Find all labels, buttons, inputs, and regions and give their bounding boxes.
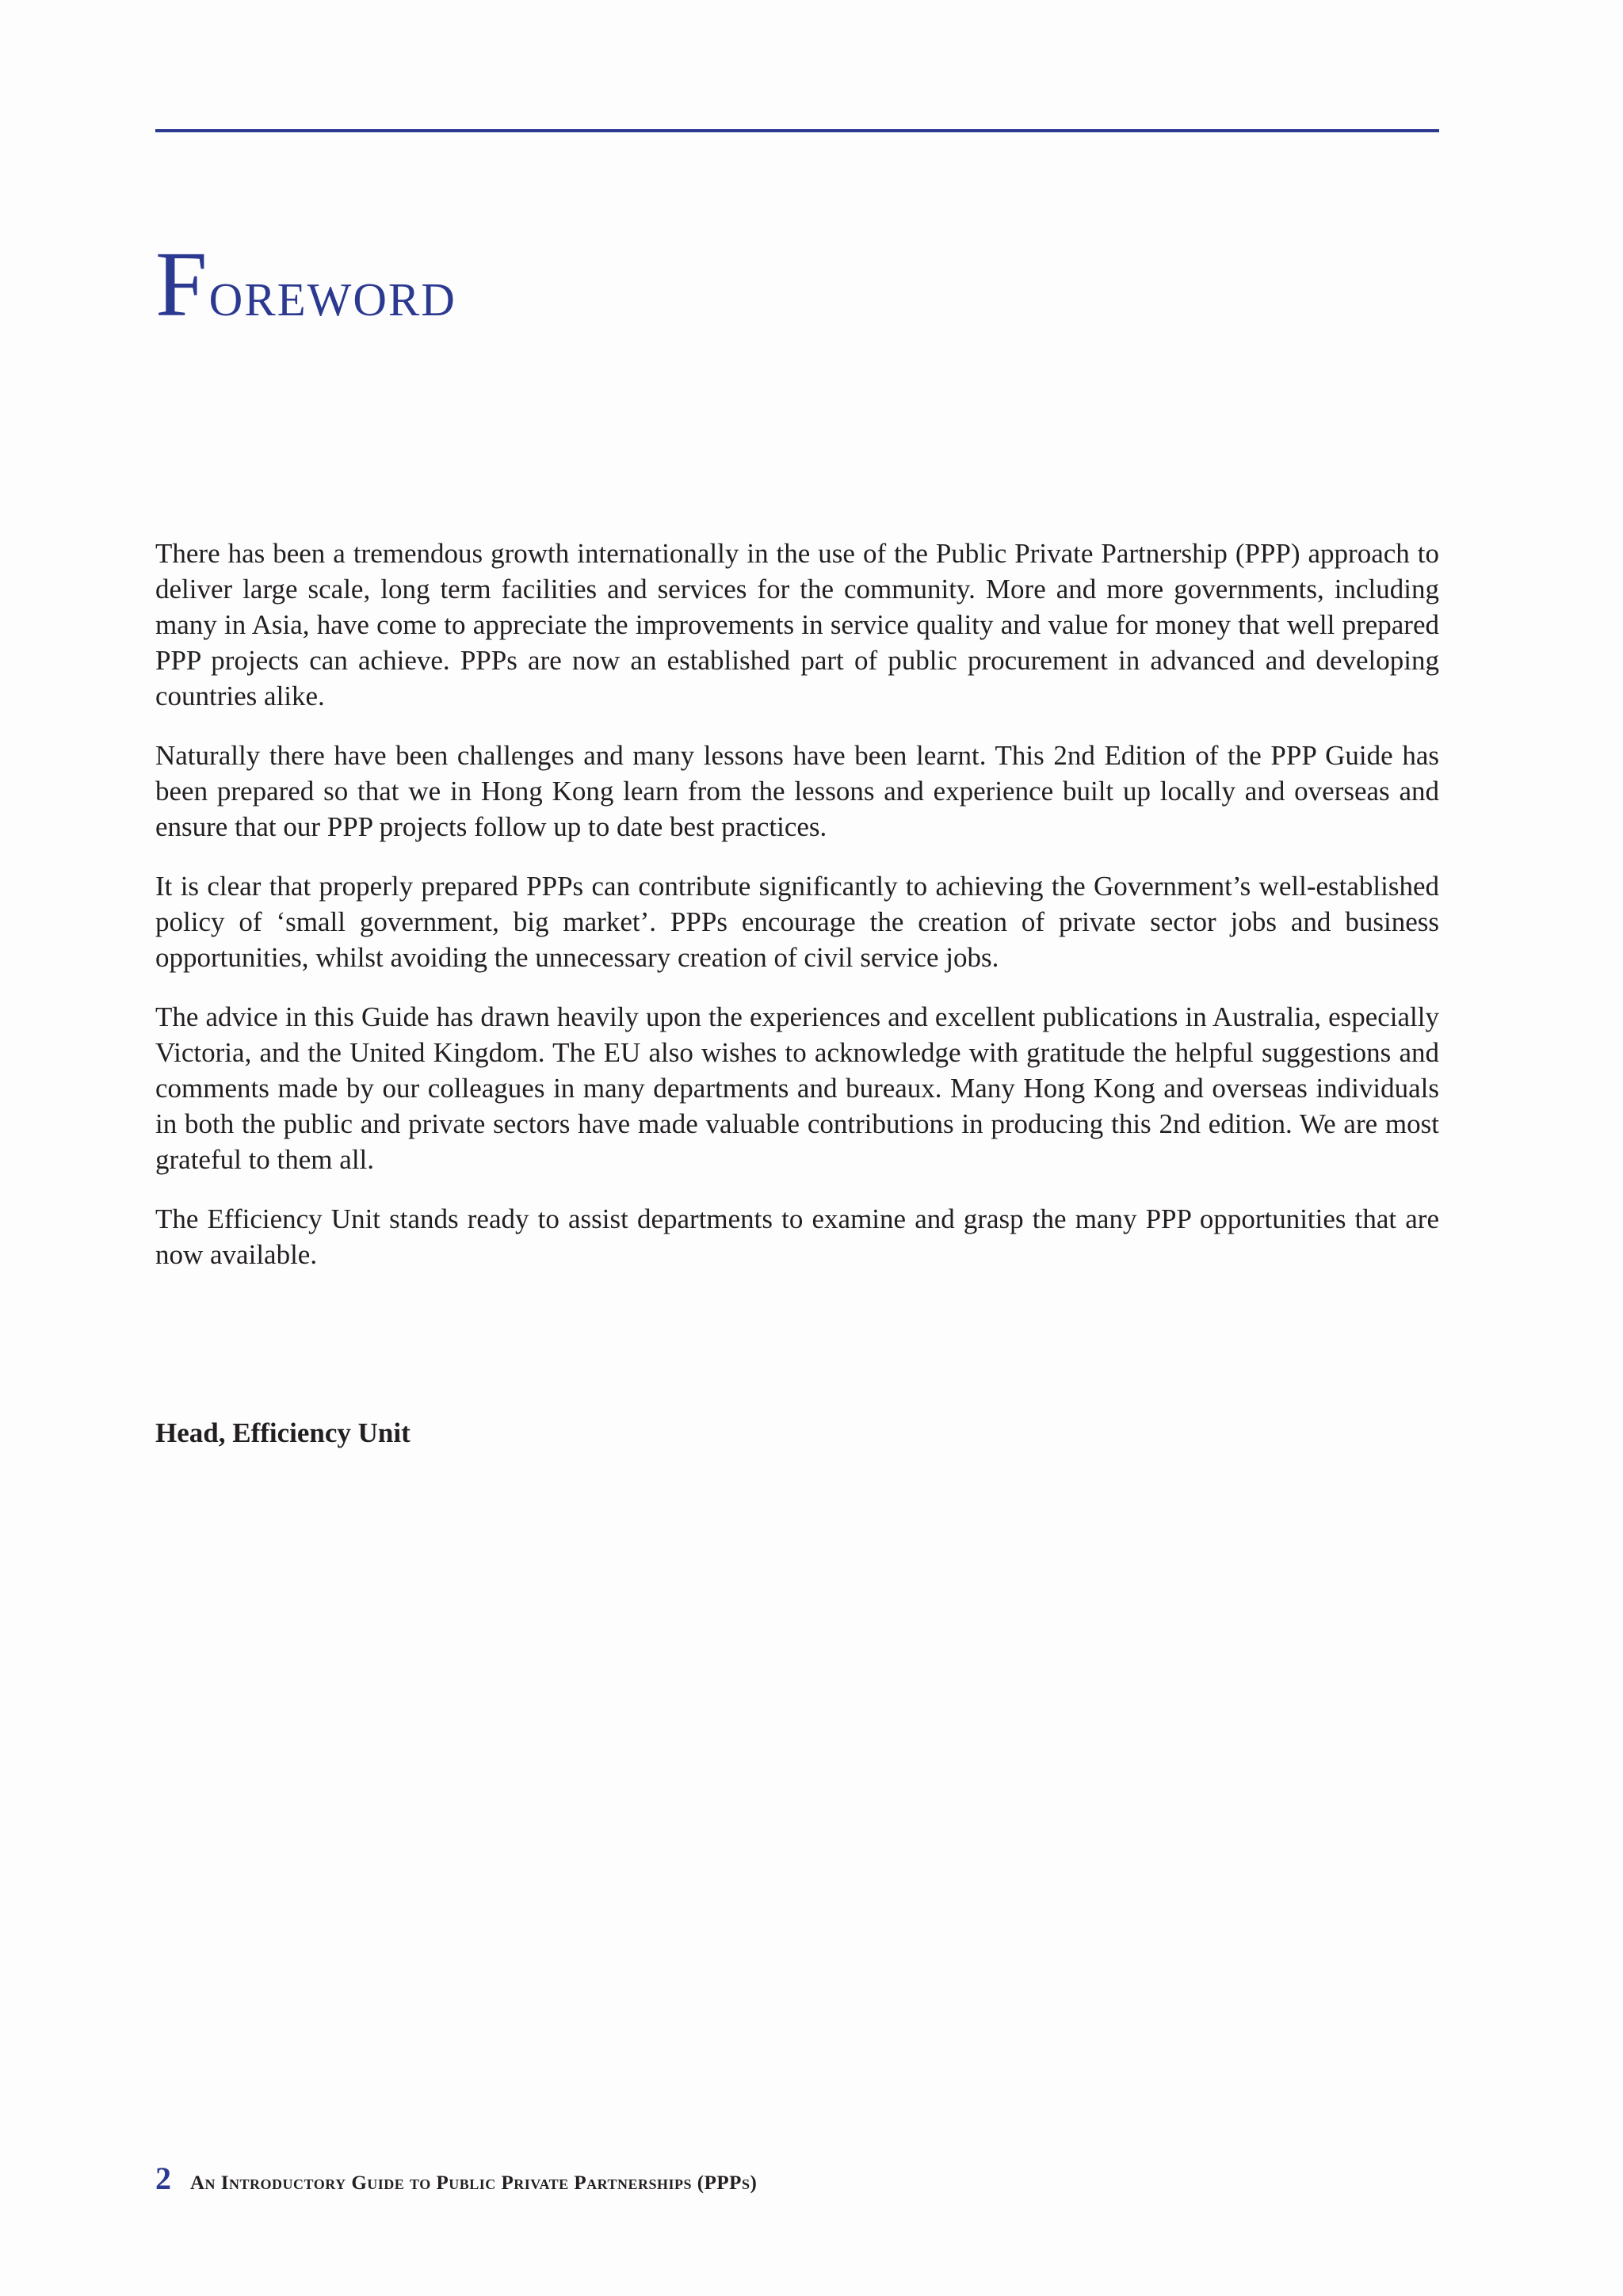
- paragraph: It is clear that properly prepared PPPs can contribute significantly to achieving the Government’s well-established policy of ‘small government, big market’. PPPs encourage the creation of private sector jobs and business opportunities, whilst avoiding the unnecessary creation of civil service jobs.: [155, 871, 1439, 973]
- page-title-rest: oreword: [208, 257, 456, 330]
- publication-title: An Introductory Guide to Public Private Partnerships (PPPs): [190, 2172, 758, 2194]
- page-title: [155, 232, 456, 336]
- header-rule: [155, 129, 1439, 132]
- foreword-body: [155, 536, 1439, 1296]
- paragraph: There has been a tremendous growth internationally in the use of the Public Private Partnership (PPP) approach to deliver large scale, long term facilities and services for the community. More and more governments, including many in Asia, have come to appreciate the improvements in service quality and value for money that well prepared PPP projects can achieve. PPPs are now an established part of public procurement in advanced and developing countries alike.: [155, 538, 1439, 711]
- page-footer: [155, 2160, 757, 2197]
- paragraph: The Efficiency Unit stands ready to assist departments to examine and grasp the many PPP opportunities that are now available.: [155, 1203, 1439, 1270]
- signature: Head, Efficiency Unit: [155, 1417, 411, 1448]
- paragraph: The advice in this Guide has drawn heavily upon the experiences and excellent publications in Australia, especially Victoria, and the United Kingdom. The EU also wishes to acknowledge with gratitude the helpful suggestions and comments made by our colleagues in many departments and bureaux. Many Hong Kong and overseas individuals in both the public and private sectors have made valuable contributions in producing this 2nd edition. We are most grateful to them all.: [155, 1001, 1439, 1175]
- paragraph: Naturally there have been challenges and many lessons have been learnt. This 2nd Edition of the PPP Guide has been prepared so that we in Hong Kong learn from the lessons and experience built up locally and overseas and ensure that our PPP projects follow up to date best practices.: [155, 740, 1439, 842]
- page-title-initial: F: [155, 232, 209, 336]
- page-number: 2: [155, 2161, 171, 2196]
